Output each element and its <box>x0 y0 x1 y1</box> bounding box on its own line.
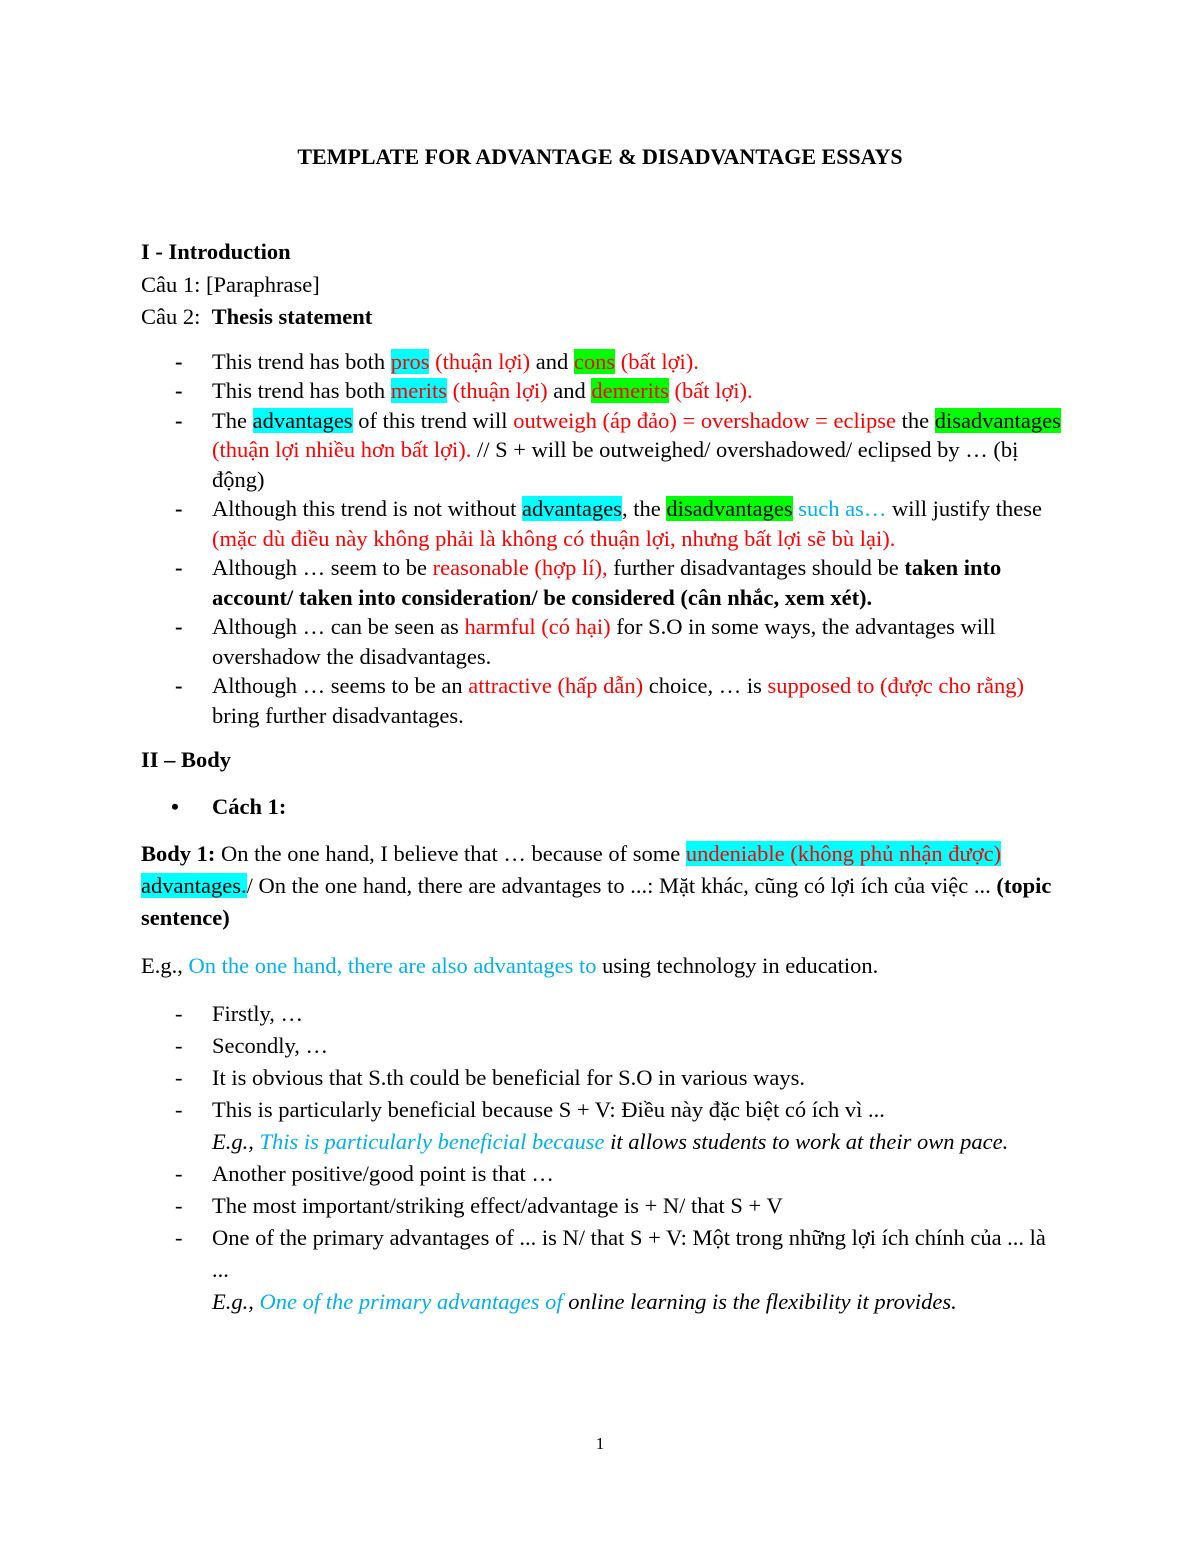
bullet-icon: • <box>171 793 179 819</box>
list-item: - It is obvious that S.th could be beneficial for S.O in various ways. <box>141 1062 1061 1094</box>
document-content <box>141 237 1061 1318</box>
list-item: - This is particularly beneficial because S + V: Điều này đặc biệt có ích vì ... E.g., This is particularly beneficial because it allows students to work at their own pace. <box>141 1094 1061 1158</box>
example-paragraph: E.g., On the one hand, there are also advantages to using technology in education. <box>141 953 879 978</box>
cau1-line: Câu 1: [Paraphrase] <box>141 271 320 297</box>
cach1-label: Cách 1: <box>212 793 287 819</box>
intro-heading: I - Introduction <box>141 239 291 264</box>
list-item: - Although … seems to be an attractive (hấp dẫn) choice, … is supposed to (được cho rằng) bring further disadvantages. <box>141 671 1061 730</box>
list-item: - Although … can be seen as harmful (có hại) for S.O in some ways, the advantages will overshadow the disadvantages. <box>141 612 1061 671</box>
list-item: - Firstly, … <box>141 998 1061 1030</box>
cach1-item <box>141 792 1061 822</box>
cau2-bold: Thesis statement <box>211 304 373 329</box>
body-list <box>141 998 1061 1318</box>
document-title: TEMPLATE FOR ADVANTAGE & DISADVANTAGE ESSAYS <box>297 144 903 169</box>
list-item: - Although … seem to be reasonable (hợp lí), further disadvantages should be taken into account/ taken into consideration/ be considered (cân nhắc, xem xét). <box>141 553 1061 612</box>
body1-paragraph: Body 1: On the one hand, I believe that … because of some undeniable (không phủ nhận được) advantages./ On the one hand, there are advantages to ...: Mặt khác, cũng có lợi ích của việc ... (topic sentence) <box>141 841 1052 930</box>
thesis-list <box>141 347 1061 731</box>
cau2-label: Câu 2: <box>141 304 201 329</box>
cau2-line <box>141 302 1061 332</box>
page-number: 1 <box>595 1434 605 1453</box>
list-item: - Another positive/good point is that … <box>141 1158 1061 1190</box>
list-item: - Although this trend is not without advantages, the disadvantages such as… will justify these (mặc dù điều này không phải là không có thuận lợi, nhưng bất lợi sẽ bù lại). <box>141 494 1061 553</box>
list-item: - This trend has both merits (thuận lợi) and demerits (bất lợi). <box>141 376 1061 406</box>
list-item: - The most important/striking effect/advantage is + N/ that S + V <box>141 1190 1061 1222</box>
body-heading: II – Body <box>141 747 232 772</box>
list-item: - This trend has both pros (thuận lợi) and cons (bất lợi). <box>141 347 1061 377</box>
list-item: - The advantages of this trend will outweigh (áp đảo) = overshadow = eclipse the disadvantages (thuận lợi nhiều hơn bất lợi). // S + will be outweighed/ overshadowed/ eclipsed by … (bị động) <box>141 406 1061 495</box>
list-item: - Secondly, … <box>141 1030 1061 1062</box>
list-item: - One of the primary advantages of ... is N/ that S + V: Một trong những lợi ích chính của ... là ... E.g., One of the primary advantages of online learning is the flexibility it provides. <box>141 1222 1061 1318</box>
